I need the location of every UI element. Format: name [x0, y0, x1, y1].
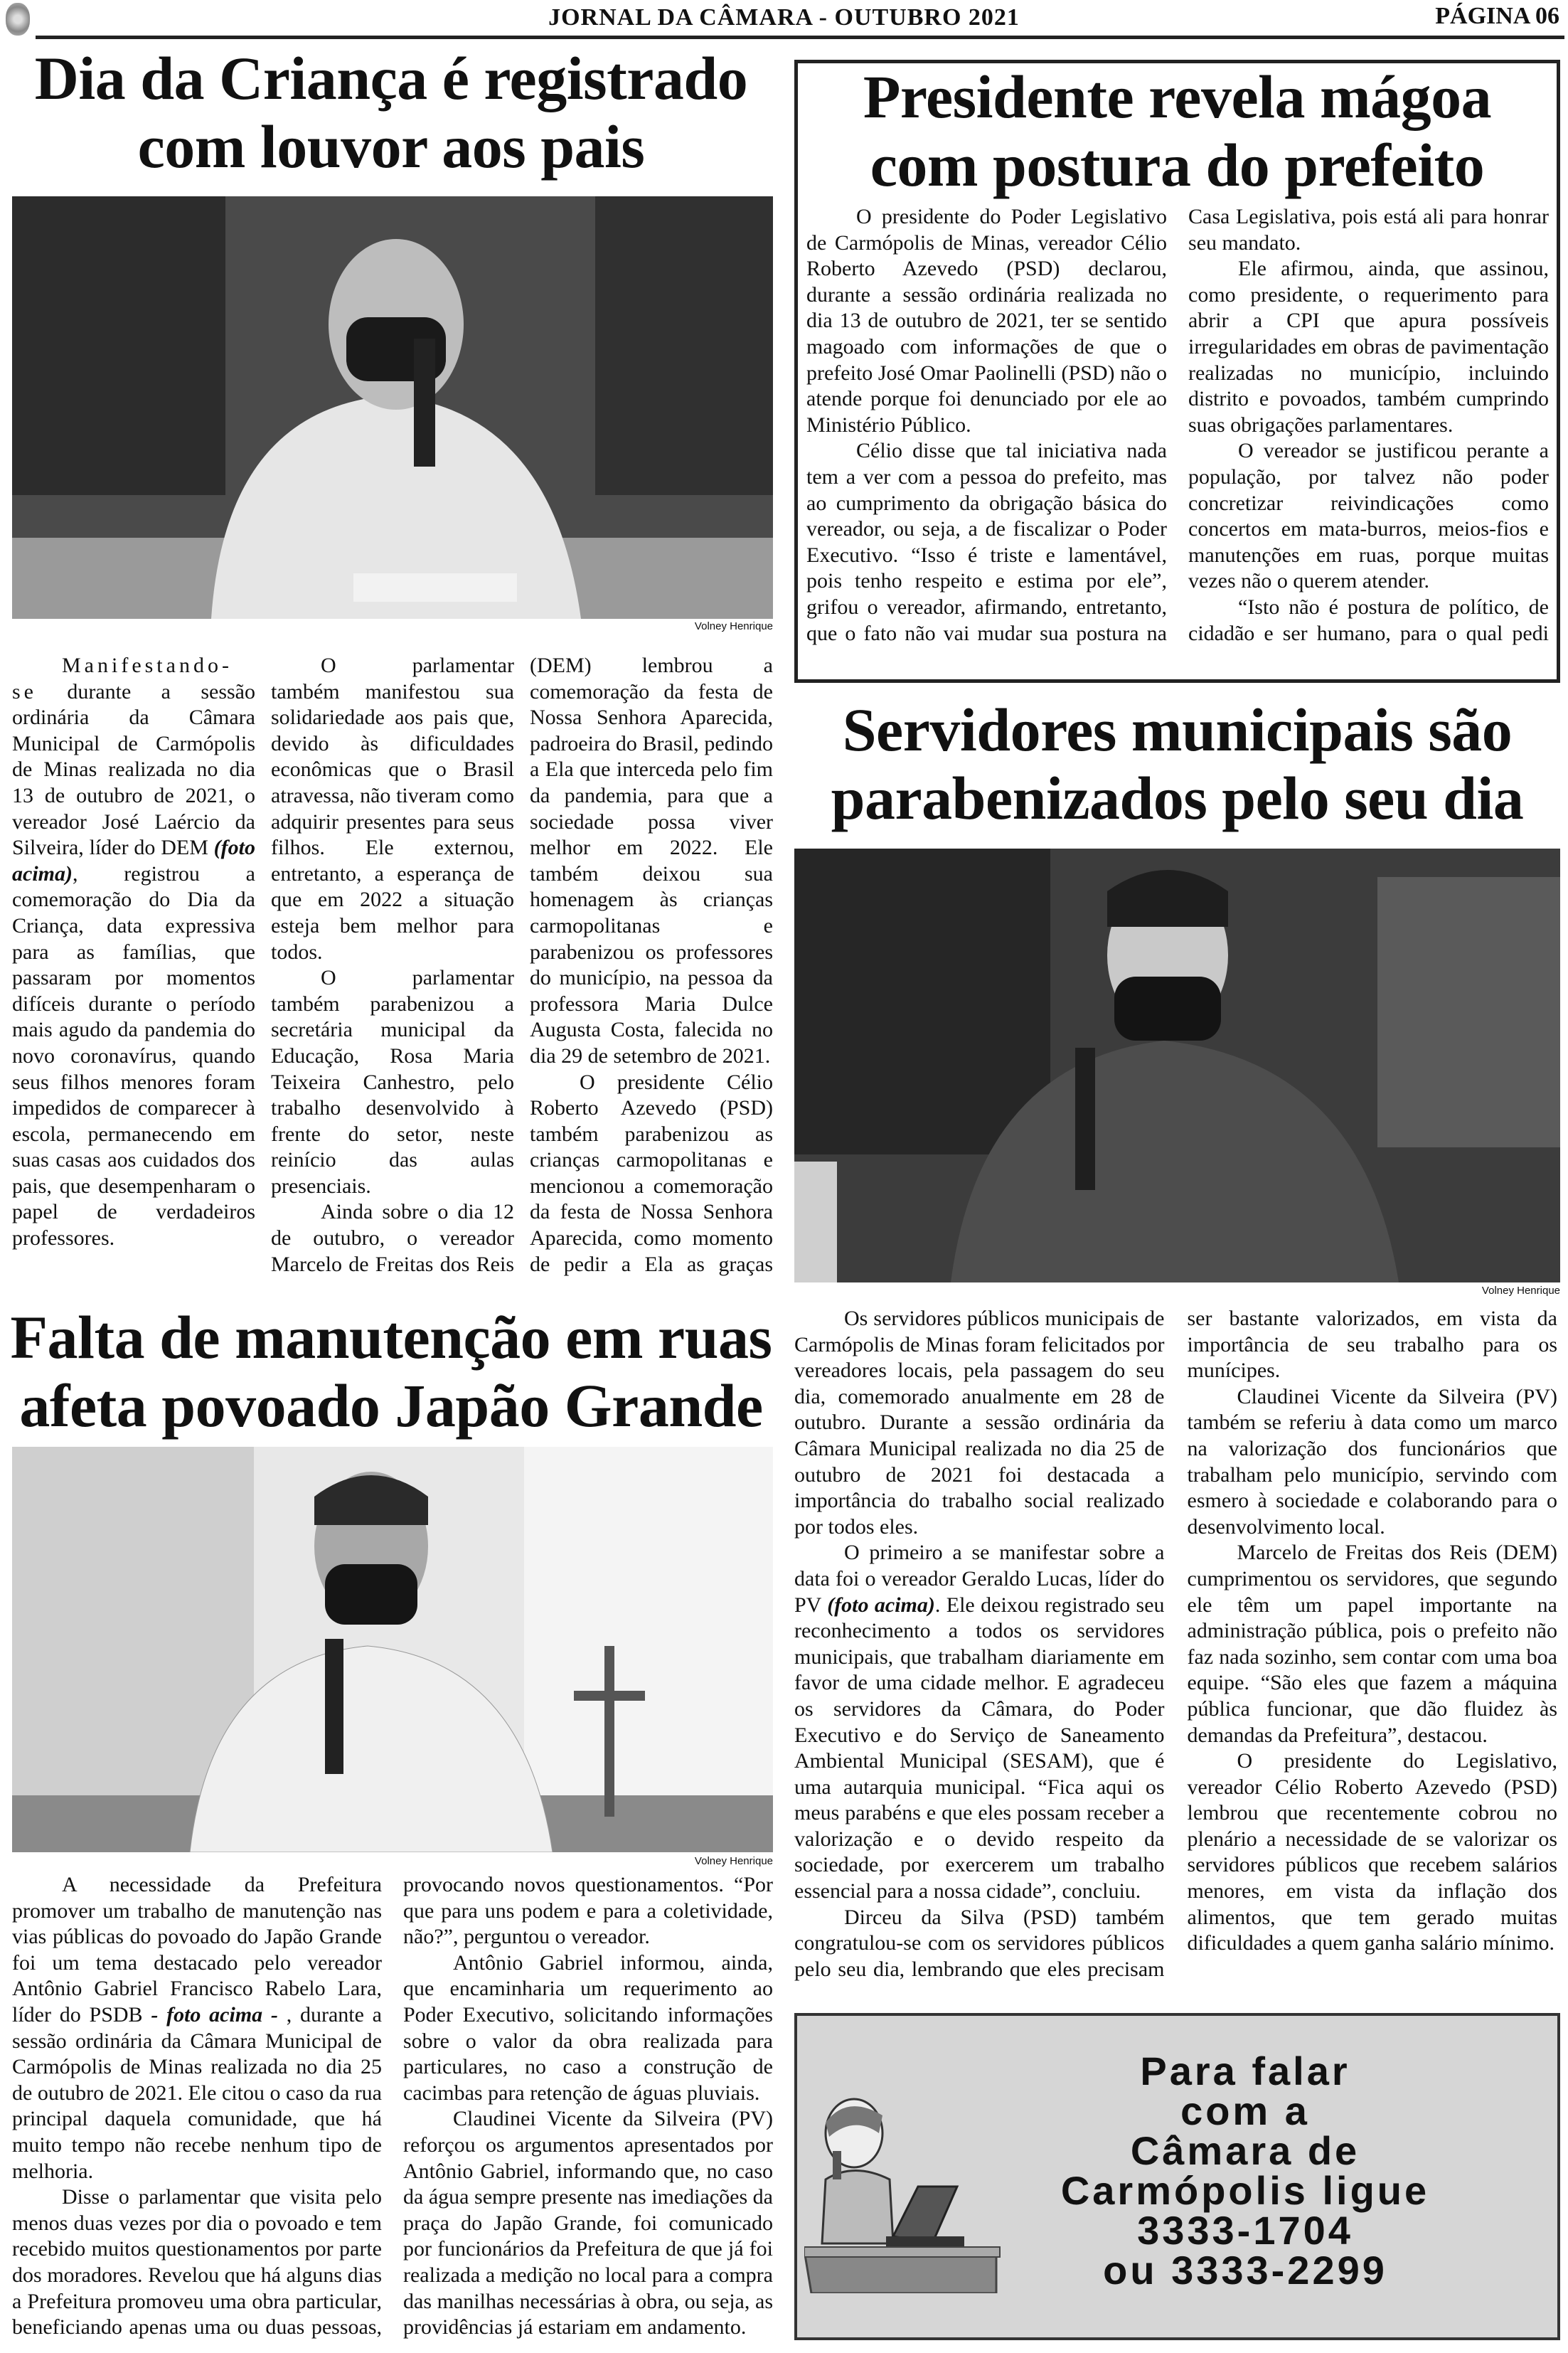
text: , durante a sessão ordinária da Câmara Municipal de Carmópolis de Minas realizada no dia 25 de outubro de 2021. Ele citou o caso da rua principal daquela comunidade, que há muito tempo não recebe nenhum tipo de melhoria. [12, 2002, 382, 2183]
photo-reference: - foto acima - [151, 2002, 278, 2027]
headline-line: Servidores municipais são [842, 696, 1513, 764]
paragraph: Dirceu da Silva (PSD) também congratulou-se com os servidores públicos pelo seu dia, lembrando que eles precisam ser bastante valorizados, em vista da importância de seu trabalho para os munícipes. [794, 1307, 1557, 1981]
advertisement-contact [794, 2013, 1560, 2340]
headline-line: parabenizados pelo seu dia [831, 764, 1524, 832]
text: O primeiro a se manifestar sobre a data foi o vereador Geraldo Lucas, líder do PV [794, 1541, 1165, 1617]
text: durante a sessão ordinária da Câmara Municipal de Carmópolis de Minas realizada no dia 13 de outubro de 2021, o vereador José Laércio da Silveira, líder do DEM [12, 679, 255, 860]
lead-word: Manifestando-se [12, 654, 233, 703]
paragraph: Ele afirmou, ainda, que assinou, como presidente, o requerimento para abrir a CPI que apura possíveis irregularidades em obras de pavimentação realizadas no município, incluindo distrito e povoados, também cumprindo suas obrigações parlamentares. [1188, 257, 1549, 437]
photo-credit: Volney Henrique [694, 620, 773, 632]
ad-line: Câmara de [1130, 2128, 1360, 2173]
paragraph: Marcelo de Freitas dos Reis (DEM) cumprimentou os servidores, que segundo ele têm um papel importante na administração pública, pois o prefeito não faz nada sozinho, sem contar com uma boa equipe. “São eles que fazem a máquina pública funcionar, que dão fluidez às demandas da Prefeitura”, destacou. [1187, 1541, 1557, 1747]
text: , registrou a comemoração do Dia da Criança, data expressiva para as famílias, que passaram por momentos difíceis durante o período mais agudo da pandemia do novo coronavírus, quando seus filhos menores foram impedidos de comparecer à escola, permanecendo em suas casas aos cuidados dos pais, que desempenharam o papel de verdadeiros professores. [12, 861, 255, 1250]
newspaper-title: JORNAL DA CÂMARA - OUTUBRO 2021 [548, 4, 1020, 31]
headline-servidores [794, 696, 1560, 832]
headline-line: com louvor aos pais [137, 112, 645, 181]
photo-reference: (foto acima) [12, 836, 255, 886]
photo-credit: Volney Henrique [1481, 1285, 1560, 1297]
headline-line: Falta de manutenção em ruas [10, 1303, 772, 1371]
ad-message [968, 2049, 1522, 2293]
article-body-japao-grande [12, 1872, 773, 2344]
masthead-divider [36, 36, 1564, 39]
text: A necessidade da Prefeitura promover um trabalho de manutenção nas vias públicas do povoado do Japão Grande foi um tema destacado pelo vereador Antônio Gabriel Francisco Rabelo Lara, líder do PSDB [12, 1873, 382, 2027]
paragraph: O parlamentar também manifestou sua solidariedade aos pais que, devido às dificuldades econômicas que o Brasil atravessa, não tiveram como adquirir presentes para seus filhos. Ele externou, entretanto, a esperança de que em 2022 a situação esteja bem melhor para todos. [271, 654, 514, 964]
paragraph: O vereador se justificou perante a população, por talvez não poder concretizar reivindicações como concertos em mata-burros, meios-fios e manutenções em ruas, porque muitas vezes não o querem atender. [1188, 439, 1549, 593]
photo-credit: Volney Henrique [694, 1855, 773, 1867]
photo-vereador-geraldo-lucas [794, 849, 1560, 1282]
paragraph: Antônio Gabriel informou, ainda, que encaminharia um requerimento ao Poder Executivo, solicitando informações sobre o valor da obra realizada para particulares, no caso a construção de cacimbas para retenção de águas pluviais. [403, 1950, 773, 2105]
page-number: PÁGINA 06 [1435, 3, 1559, 29]
paragraph: O presidente Célio Roberto Azevedo (PSD) também parabenizou as crianças carmopolitanas e mencionou a comemoração da festa de Nossa Senhora Aparecida, como momento de pedir a Ela as graças [530, 1070, 773, 1276]
ad-line: Para falar [1140, 2049, 1350, 2093]
ad-phone-1: 3333-1704 [1137, 2208, 1353, 2253]
headline-dia-da-crianca [0, 44, 782, 181]
paragraph: O parlamentar também parabenizou a secretária municipal da Educação, Rosa Maria Teixeira Canhestro, pelo trabalho desenvolvido à frente do setor, neste reinício das aulas presenciais. [271, 966, 514, 1198]
paragraph: Célio disse que tal iniciativa nada tem a ver com a pessoa do prefeito, mas ao cumprimento da obrigação básica do vereador, ou seja, a de fiscalizar o Poder Executivo. “Isso é triste e lamentável, pois tenho respeito e estima por ele”, grifou o vereador, afirmando, entretanto, que o fato não vai mudar sua postura na Casa Legislativa, pois está ali para honrar seu mandato. [806, 205, 1549, 645]
paragraph: Disse o parlamentar que visita pelo menos duas vezes por dia o povoado e tem recebido muitos questionamentos por parte dos moradores. Revelou que há alguns dias a Prefeitura promoveu uma obra particular, beneficiando apenas uma ou duas pessoas, provocando novos questionamentos. “Por que para uns podem e para a coletividade, não?”, perguntou o vereador. [12, 1873, 773, 2339]
photo-reference: (foto acima) [827, 1593, 935, 1617]
headline-japao-grande [0, 1303, 782, 1440]
headline-presidente [794, 63, 1560, 199]
photo-vereador-antonio-gabriel [12, 1447, 773, 1852]
paragraph: Os servidores públicos municipais de Carmópolis de Minas foram felicitados por vereadores locais, pela passagem do seu dia, comemorado anualmente em 28 de outubro. Durante a sessão ordinária da Câmara Municipal realizada no dia 25 de outubro de 2021 foi destacada a importância do trabalho social realizado por todos eles. [794, 1307, 1165, 1539]
headline-line: com postura do prefeito [870, 131, 1485, 199]
paragraph [12, 653, 255, 1252]
headline-line: Presidente revela mágoa [863, 63, 1492, 131]
paragraph: Ainda sobre o dia 12 de outubro, o vereador Marcelo de Freitas dos Reis (DEM) lembrou a comemoração da festa de Nossa Senhora Aparecida, padroeira do Brasil, pedindo a Ela que interceda pelo fim da pandemia, para que a sociedade possa viver melhor em 2022. Ele também deixou sua homenagem às crianças carmopolitanas e parabenizou os professores do município, na pessoa da professora Maria Dulce Augusta Costa, falecida no dia 29 de setembro de 2021. [271, 654, 773, 1276]
photo-vereador-jose-laercio [12, 196, 773, 619]
masthead [0, 0, 1568, 40]
paragraph: Claudinei Vicente da Silveira (PV) também se referiu à data como um marco na valorização dos funcionários que trabalham pelo município, servindo com esmero à sociedade e colaborando para o desenvolvimento local. [1187, 1384, 1557, 1539]
article-body-servidores [794, 1306, 1557, 1989]
headline-line: Dia da Criança é registrado [34, 44, 748, 112]
ad-line: com a [1180, 2088, 1310, 2133]
headline-line: afeta povoado Japão Grande [19, 1371, 763, 1440]
article-body-presidente [806, 204, 1549, 674]
paragraph: O presidente do Poder Legislativo de Carmópolis de Minas, vereador Célio Roberto Azevedo (PSD) declarou, durante a sessão ordinária realizada no dia 13 de outubro de 2021, ter se sentido magoado com informações de que o prefeito José Omar Paolinelli (PSD) não o atende porque foi denunciado por ele ao Ministério Público. [806, 205, 1167, 437]
paragraph: “Isto não é postura de político, de cidadão e ser humano, para o qual pedi [1188, 595, 1549, 645]
article-body-dia-da-crianca [12, 653, 773, 1302]
ad-phone-2: ou 3333-2299 [1103, 2248, 1387, 2293]
paragraph [794, 1540, 1165, 1904]
paragraph: Claudinei Vicente da Silveira (PV) reforçou os argumentos apresentados por Antônio Gabriel, informando que, no caso da água sempre presente nas imediações da praça do Japão Grande, foi comunicado por funcionários da Prefeitura de que já foi realizada a medição no local para a compra das manilhas necessárias à obra, ou seja, as providências já estariam em andamento. [403, 2107, 773, 2339]
ad-line: Carmópolis ligue [1060, 2168, 1430, 2213]
paragraph: O presidente do Legislativo, vereador Célio Roberto Azevedo (PSD) lembrou que recentemente cobrou no plenário a necessidade de se valorizar os servidores públicos que recebem salários menores, em vista da inflação dos alimentos, que tem gerado muitas dificuldades a quem ganha salário mínimo. [1187, 1749, 1557, 1955]
paragraph [12, 1872, 382, 2184]
text: . Ele deixou registrado seu reconhecimento a todos os servidores municipais, que trabalham diariamente em favor de uma cidade melhor. E agradeceu os servidores da Câmara, do Poder Executivo e do Serviço de Saneamento Ambiental Municipal (SESAM), que é uma autarquia municipal. “Fica aqui os meus parabéns e que eles possam receber a valorização e o devido respeito da sociedade, por exercerem um trabalho essencial para a nossa cidade”, concluiu. [794, 1593, 1165, 1903]
